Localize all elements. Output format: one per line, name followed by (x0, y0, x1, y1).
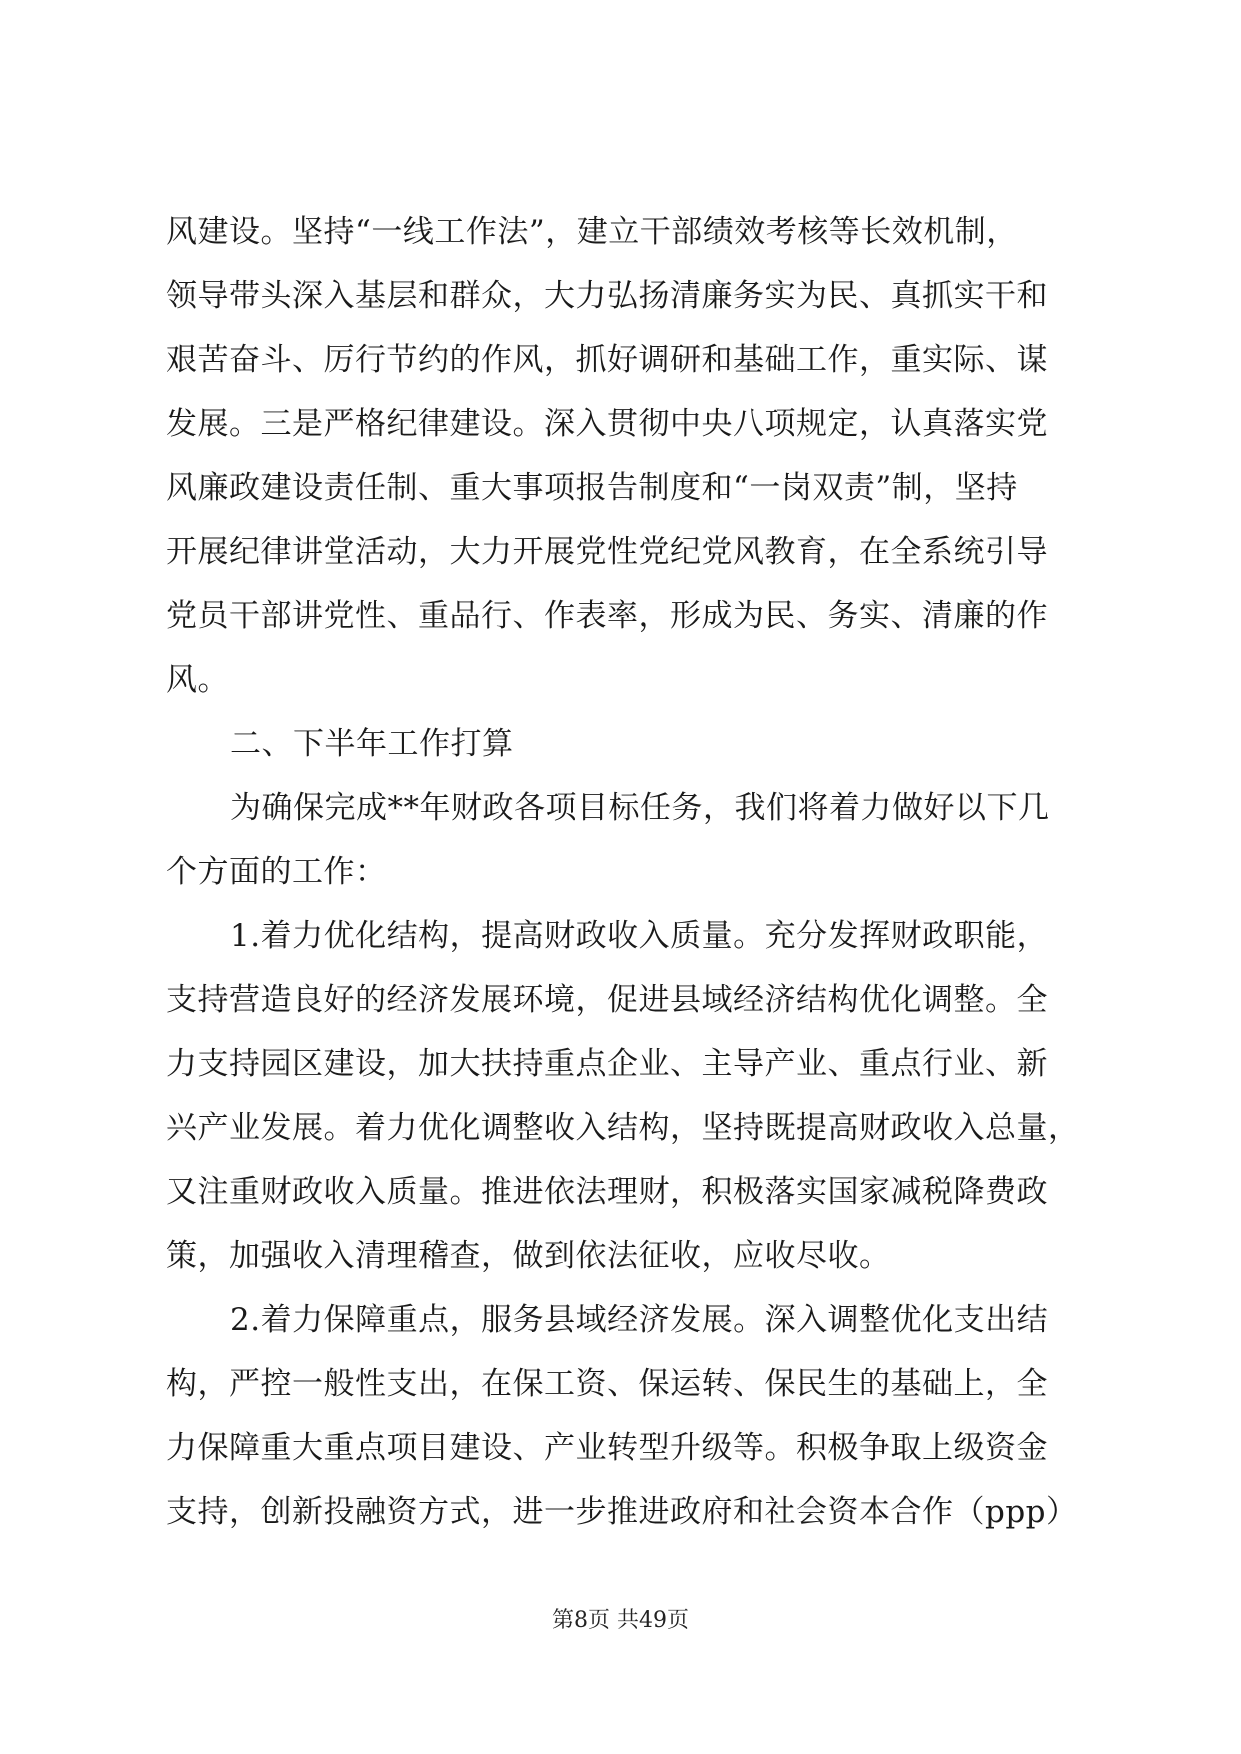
body-text-line: 艰苦奋斗、厉行节约的作风，抓好调研和基础工作，重实际、谋 (166, 342, 1048, 378)
body-text-line: 风建设。坚持“一线工作法”，建立干部绩效考核等长效机制， (166, 214, 1018, 250)
body-text-line: 兴产业发展。着力优化调整收入结构，坚持既提高财政收入总量， (166, 1110, 1080, 1146)
list-item-heading: 1.着力优化结构，提高财政收入质量。充分发挥财政职能， (230, 918, 1049, 954)
body-text-line: 发展。三是严格纪律建设。深入贯彻中央八项规定，认真落实党 (166, 406, 1048, 442)
body-text-line: 支持营造良好的经济发展环境，促进县域经济结构优化调整。全 (166, 982, 1048, 1018)
list-item-heading: 2.着力保障重点，服务县域经济发展。深入调整优化支出结 (230, 1302, 1049, 1338)
body-text-line: 领导带头深入基层和群众，大力弘扬清廉务实为民、真抓实干和 (166, 278, 1048, 314)
body-text-line: 又注重财政收入质量。推进依法理财，积极落实国家减税降费政 (166, 1174, 1048, 1210)
body-text-line: 策，加强收入清理稽查，做到依法征收，应收尽收。 (166, 1238, 891, 1274)
body-text-line: 力支持园区建设，加大扶持重点企业、主导产业、重点行业、新 (166, 1046, 1048, 1082)
body-text-line: 开展纪律讲堂活动，大力开展党性党纪党风教育，在全系统引导 (166, 534, 1048, 570)
body-text-line: 为确保完成**年财政各项目标任务，我们将着力做好以下几 (230, 790, 1050, 826)
page-number-footer: 第8页 共49页 (552, 1608, 689, 1633)
body-text-line: 构，严控一般性支出，在保工资、保运转、保民生的基础上，全 (166, 1366, 1048, 1402)
body-text-line: 风廉政建设责任制、重大事项报告制度和“一岗双责”制，坚持 (166, 470, 1018, 506)
body-text-line: 风。 (166, 662, 229, 698)
section-heading: 二、下半年工作打算 (230, 726, 514, 762)
body-text-line: 支持，创新投融资方式，进一步推进政府和社会资本合作（ppp） (166, 1494, 1078, 1530)
body-text-line: 力保障重大重点项目建设、产业转型升级等。积极争取上级资金 (166, 1430, 1048, 1466)
body-text-line: 党员干部讲党性、重品行、作表率，形成为民、务实、清廉的作 (166, 598, 1048, 634)
body-text-line: 个方面的工作： (166, 854, 387, 890)
